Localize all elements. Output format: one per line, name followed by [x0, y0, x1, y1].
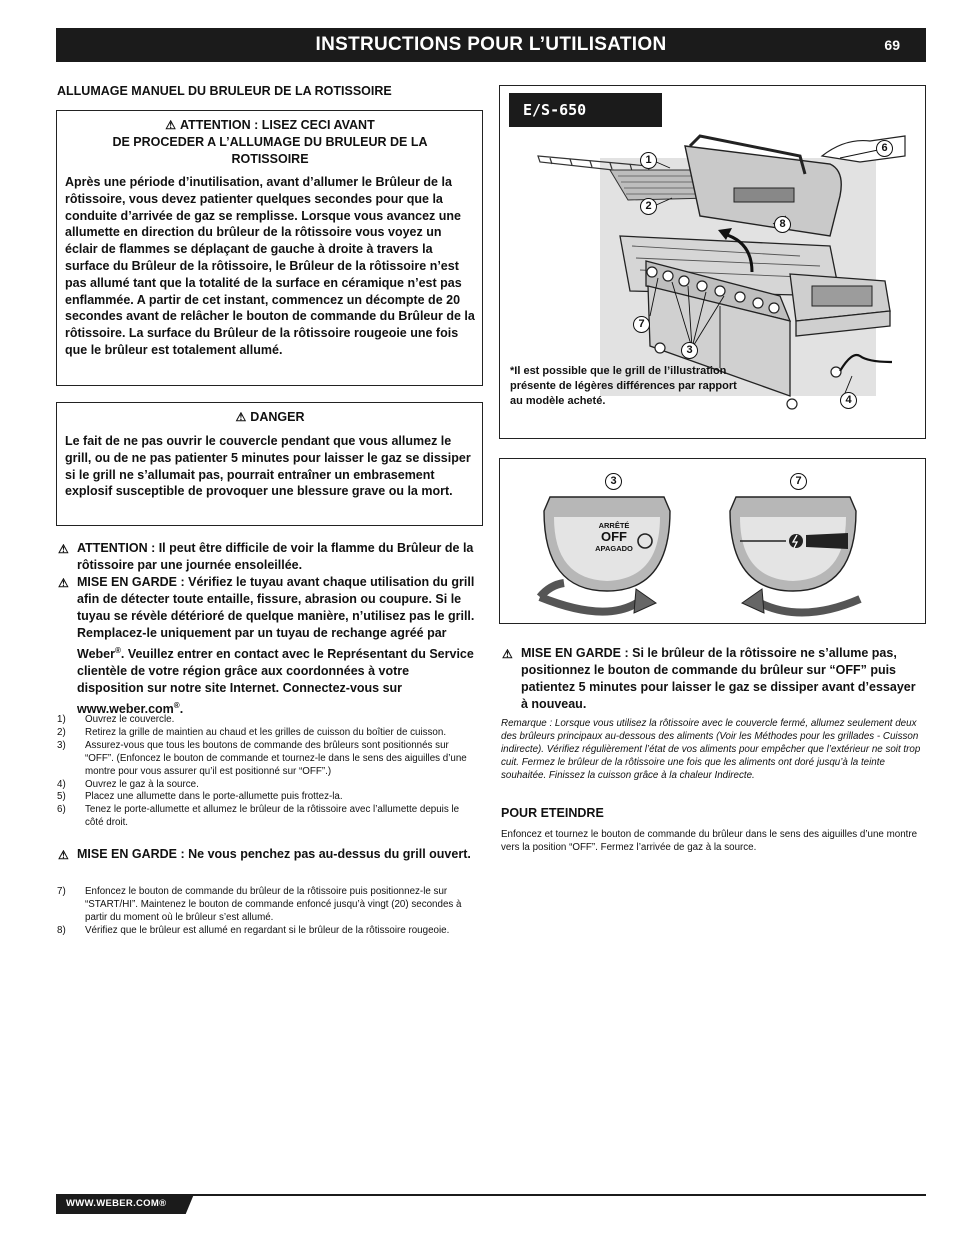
knob-illustration	[500, 459, 925, 623]
step-text: Assurez-vous que tous les boutons de commande des brûleurs sont positionnés sur “OFF”. (Enfoncez le bouton de commande et tournez-le dans le sens des aiguilles d’une montre pour vous assurer qu’il est positionné sur “OFF”.)	[85, 739, 467, 777]
page-number: 69	[884, 37, 900, 53]
warning-hose-text-a: MISE EN GARDE : Vérifiez le tuyau avant chaque utilisation du grill afin de détecter toute entaille, fissure, abrasion ou coupure. Si le tuyau se révèle détérioré de quelque manière, n’utilisez pas le grill. Remplacez-le uniquement par un tuyau de rechange agréé par Weber	[77, 575, 475, 662]
steps-list-2	[57, 886, 475, 938]
warning-attention	[57, 540, 477, 574]
steps-list	[57, 714, 475, 830]
step-number: 5)	[57, 791, 66, 803]
knob-label-mid: OFF	[601, 529, 627, 544]
off-section-title: POUR ETEINDRE	[501, 806, 604, 820]
footer-url[interactable]: WWW.WEBER.COM®	[66, 1198, 167, 1209]
callout-7: 7	[633, 316, 650, 333]
step-item	[57, 714, 475, 727]
step-number: 4)	[57, 778, 66, 790]
warning-triangle-icon: ⚠	[502, 647, 513, 661]
step-number: 7)	[57, 886, 66, 897]
step-text: Vérifiez que le brûleur est allumé en regardant si le brûleur de la rôtissoire rougeoie.	[85, 924, 450, 936]
knob-label-bottom: APAGADO	[595, 544, 633, 553]
warning-triangle-icon: ⚠	[58, 848, 69, 862]
illustration-footnote: *Il est possible que le grill de l’illustration présente de légères différences par rapport au modèle acheté.	[510, 365, 737, 407]
knob-callout-7: 7	[790, 473, 807, 490]
knob-figure	[499, 458, 926, 624]
danger-box	[56, 402, 483, 526]
warning-triangle-icon: ⚠	[58, 542, 69, 556]
step-text: Ouvrez le couvercle.	[85, 714, 175, 725]
step-number: 3)	[57, 739, 66, 751]
warning-attention-text: ATTENTION : Il peut être difficile de voir la flamme du Brûleur de la rôtissoire par une journée ensoleillée.	[77, 541, 474, 572]
header-bar	[56, 28, 926, 62]
step-item	[57, 886, 475, 925]
warning-rotisserie-line	[501, 645, 921, 713]
warning-triangle-icon: ⚠	[235, 410, 247, 424]
step-text: Retirez la grille de maintien au chaud et les grilles de cuisson du boîtier de cuisson.	[85, 726, 447, 738]
step-number: 6)	[57, 804, 66, 816]
warning-list	[57, 540, 477, 718]
step-text: Ouvrez le gaz à la source.	[85, 778, 199, 790]
remark-note: Remarque : Lorsque vous utilisez la rôtissoire avec le couvercle fermé, allumez seulement deux des brûleurs principaux au-dessous des aliments (Voir les Méthodes pour les grillades - Cuisson indirecte). Vérifiez régulièrement l’état de vos aliments pour empêcher que l’extérieur ne soit trop cuit. Fermez le brûleur de la rôtissoire une fois que les aliments ont doré jusqu’à la teinte souhaitée. Finissez la cuisson grâce à la chaleur Indirecte.	[501, 718, 921, 781]
step-item	[57, 727, 475, 740]
step-item	[57, 779, 475, 792]
attention-heading-line2: DE PROCEDER A L’ALLUMAGE DU BRULEUR DE LA ROTISSOIRE	[112, 135, 428, 166]
registered-mark: ®	[173, 701, 180, 711]
callout-2: 2	[640, 198, 657, 215]
warning-rotisserie-text: MISE EN GARDE : Si le brûleur de la rôtissoire ne s’allume pas, positionnez le bouton de commande du brûleur sur “OFF” puis patientez 5 minutes pour laisser le gaz se dissiper avant d’essayer à nouveau.	[521, 646, 916, 711]
callout-6: 6	[876, 140, 893, 157]
page-title: INSTRUCTIONS POUR L’UTILISATION	[315, 34, 667, 55]
step-number: 2)	[57, 726, 66, 738]
section-title: ALLUMAGE MANUEL DU BRULEUR DE LA ROTISSOIRE	[57, 84, 392, 98]
callout-8: 8	[774, 216, 791, 233]
attention-heading	[65, 117, 475, 134]
warning-rotisserie	[501, 645, 921, 713]
off-section-text: Enfoncez et tournez le bouton de commande du brûleur dans le sens des aiguilles d’une montre vers la position “OFF”. Fermez l’arrivée de gaz à la source.	[501, 829, 918, 853]
attention-heading-line1: ATTENTION : LISEZ CECI AVANT	[180, 118, 375, 132]
step-text: Tenez le porte-allumette et allumez le brûleur de la rôtissoire avec l’allumette depuis le côté droit.	[85, 804, 460, 829]
step-item	[57, 740, 475, 779]
warning-triangle-icon: ⚠	[58, 576, 69, 590]
danger-heading-text: DANGER	[250, 410, 305, 424]
warning-lean-line	[57, 846, 477, 863]
warning-triangle-icon: ⚠	[165, 118, 177, 132]
warning-hose: ⚠ MISE EN GARDE : Vérifiez le tuyau avant chaque utilisation du grill afin de détecter toute entaille, fissure, abrasion ou coupure. Si le tuyau se révèle détérioré de quelque manière, n’utilisez pas le grill. Remplacez-le uniquement par un tuyau de rechange agréé par Weber®. Veuillez entrer en contact avec le Représentant du Service clientèle de votre région grâce aux coordonnées à votre disposition sur notre site Internet. Connectez-vous sur www.weber.com®.	[58, 575, 475, 717]
step-item	[57, 791, 475, 804]
danger-heading	[65, 409, 475, 426]
knob-off-label	[584, 521, 644, 553]
callout-4: 4	[840, 392, 857, 409]
grill-figure	[499, 85, 926, 439]
step-text: Enfoncez le bouton de commande du brûleur de la rôtissoire puis positionnez-le sur “START/HI”. Maintenez le bouton de commande enfoncé jusqu’à vingt (20) secondes à partir du moment où le brûleur s’est allumé.	[85, 886, 462, 923]
callout-3: 3	[681, 342, 698, 359]
knob-label-top: ARRÊTÉ	[598, 521, 630, 530]
danger-body: Le fait de ne pas ouvrir le couvercle pendant que vous allumez le grill, ou de ne pas patienter 5 minutes pour laisser le gaz se dissiper si le grill ne s’allumait pas, pourrait entraîner un embrasement explosif susceptible de provoquer une blessure grave ou la mort.	[65, 434, 471, 499]
knob-callout-3: 3	[605, 473, 622, 490]
registered-mark: ®	[114, 646, 121, 655]
warning-lean-text: MISE EN GARDE : Ne vous penchez pas au-dessus du grill ouvert.	[77, 847, 471, 861]
step-number: 1)	[57, 714, 66, 725]
callout-1: 1	[640, 152, 657, 169]
step-number: 8)	[57, 924, 66, 936]
attention-box	[56, 110, 483, 386]
step-item	[57, 804, 475, 830]
attention-body: Après une période d’inutilisation, avant d’allumer le Brûleur de la rôtissoire, vous devez patienter quelques secondes pour que la conduite d’arrivée de gaz se remplisse. Lorsque vous avancez une allumette en direction du brûleur de la rôtissoire vous voyez un éclair de flammes se déplaçant de gauche à droite à travers la surface du Brûleur de la rôtissoire, le Brûleur de la rôtissoire n’est pas allumé tant que la totalité de la surface en céramique n’est pas enflammée. A partir de cet instant, commencez un décompte de 20 secondes avant de relâcher le bouton de commande du Brûleur de la rôtissoire. La surface du Brûleur de la rôtissoire rougeoie une fois que le brûleur est totalement allumé.	[65, 175, 475, 357]
model-tag: E/S-650	[509, 93, 662, 127]
warning-lean	[57, 846, 477, 863]
step-item	[57, 925, 475, 938]
warning-hose-text-b: . Veuillez entrer en contact avec le Représentant du Service clientèle de votre région grâce aux coordonnées à votre disposition sur notre site Internet. Connectez-vous sur www.weber.com	[77, 647, 474, 717]
step-text: Placez une allumette dans le porte-allumette puis frottez-la.	[85, 791, 343, 803]
